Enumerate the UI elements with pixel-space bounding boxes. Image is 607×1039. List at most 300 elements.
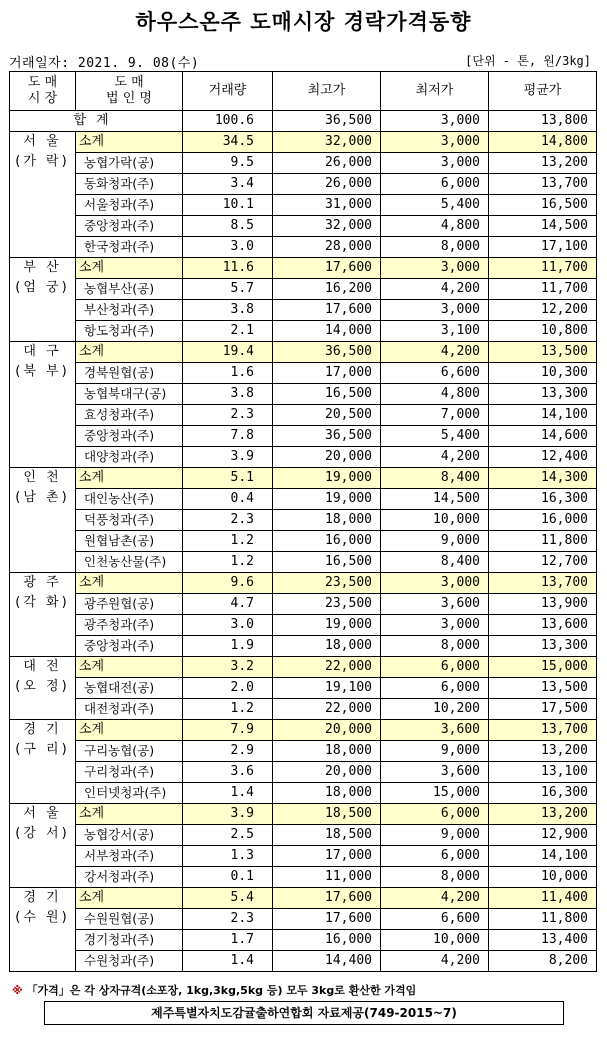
row-min: 3,000 <box>381 300 489 321</box>
row-volume: 3.6 <box>183 762 273 783</box>
table-row <box>10 384 597 405</box>
total-label: 합계 <box>10 111 183 132</box>
corp-name: 강서청과(주) <box>76 867 183 888</box>
row-volume: 0.1 <box>183 867 273 888</box>
row-max: 36,500 <box>273 426 381 447</box>
subtotal-label <box>76 804 183 825</box>
row-avg: 14,100 <box>489 405 597 426</box>
market-name <box>10 258 76 342</box>
row-volume: 2.1 <box>183 321 273 342</box>
row-volume: 1.2 <box>183 531 273 552</box>
row-max: 18,000 <box>273 510 381 531</box>
header-corp-line1: 도 매 <box>114 75 144 90</box>
subtotal-label <box>76 657 183 678</box>
market-name-line2: (엄 궁) <box>15 280 70 295</box>
subtotal-avg: 13,700 <box>489 720 597 741</box>
subtotal-row <box>10 804 597 825</box>
row-avg: 17,500 <box>489 699 597 720</box>
row-max: 16,000 <box>273 531 381 552</box>
row-min: 10,000 <box>381 510 489 531</box>
row-avg: 13,900 <box>489 594 597 615</box>
row-min: 6,000 <box>381 678 489 699</box>
row-avg: 14,600 <box>489 426 597 447</box>
row-max: 17,600 <box>273 909 381 930</box>
table-row <box>10 195 597 216</box>
table-row <box>10 636 597 657</box>
market-name-line2: (강 서) <box>15 826 70 841</box>
row-min: 6,600 <box>381 909 489 930</box>
row-max: 20,500 <box>273 405 381 426</box>
header-volume: 거래량 <box>183 72 273 111</box>
subtotal-label-text: 소계 <box>79 659 105 674</box>
row-volume: 3.8 <box>183 384 273 405</box>
market-name-line2: (북 부) <box>15 364 70 379</box>
row-avg: 14,500 <box>489 216 597 237</box>
trade-date: 거래일자: 2021. 9. 08(수) <box>9 56 200 71</box>
table-row <box>10 279 597 300</box>
subtotal-volume: 11.6 <box>183 258 273 279</box>
market-name-line1: 광 주 <box>23 575 62 590</box>
subtotal-volume: 9.6 <box>183 573 273 594</box>
table-row <box>10 762 597 783</box>
table-row <box>10 510 597 531</box>
row-avg: 13,100 <box>489 762 597 783</box>
total-volume: 100.6 <box>183 111 273 132</box>
corp-name: 대전청과(주) <box>76 699 183 720</box>
table-row <box>10 783 597 804</box>
row-volume: 1.4 <box>183 951 273 972</box>
subtotal-label <box>76 573 183 594</box>
corp-name: 경북원협(공) <box>76 363 183 384</box>
subtotal-label-text: 소계 <box>79 722 105 737</box>
row-volume: 3.8 <box>183 300 273 321</box>
table-row <box>10 594 597 615</box>
market-name-line1: 서 울 <box>23 806 62 821</box>
row-max: 17,000 <box>273 846 381 867</box>
row-max: 17,600 <box>273 300 381 321</box>
row-min: 10,200 <box>381 699 489 720</box>
row-avg: 16,000 <box>489 510 597 531</box>
row-max: 19,000 <box>273 615 381 636</box>
table-row <box>10 699 597 720</box>
total-max: 36,500 <box>273 111 381 132</box>
table-row <box>10 174 597 195</box>
footnote-mark: ※ <box>12 984 23 997</box>
row-avg: 12,900 <box>489 825 597 846</box>
row-max: 18,000 <box>273 783 381 804</box>
market-name-line1: 대 전 <box>23 659 62 674</box>
header-avg: 평균가 <box>489 72 597 111</box>
header-row <box>10 72 597 111</box>
row-volume: 3.4 <box>183 174 273 195</box>
table-row <box>10 531 597 552</box>
row-max: 26,000 <box>273 153 381 174</box>
market-name <box>10 657 76 720</box>
row-volume: 1.6 <box>183 363 273 384</box>
row-volume: 8.5 <box>183 216 273 237</box>
subtotal-volume: 3.2 <box>183 657 273 678</box>
row-volume: 1.4 <box>183 783 273 804</box>
corp-name: 부산청과(주) <box>76 300 183 321</box>
subtotal-min: 3,000 <box>381 132 489 153</box>
corp-name: 수원청과(주) <box>76 951 183 972</box>
unit-label: [단위 - 톤, 원/3kg] <box>465 54 591 68</box>
row-min: 8,000 <box>381 867 489 888</box>
subtotal-avg: 14,300 <box>489 468 597 489</box>
subtotal-max: 18,500 <box>273 804 381 825</box>
row-min: 6,000 <box>381 846 489 867</box>
subtotal-row <box>10 888 597 909</box>
subtotal-min: 3,600 <box>381 720 489 741</box>
row-min: 8,000 <box>381 237 489 258</box>
header-corp <box>76 72 183 111</box>
row-min: 4,200 <box>381 279 489 300</box>
market-name-line2: (남 촌) <box>15 490 70 505</box>
row-avg: 14,100 <box>489 846 597 867</box>
row-volume: 1.7 <box>183 930 273 951</box>
row-avg: 11,800 <box>489 909 597 930</box>
subtotal-label-text: 소계 <box>79 890 105 905</box>
subtotal-row <box>10 720 597 741</box>
row-min: 4,800 <box>381 216 489 237</box>
row-volume: 1.9 <box>183 636 273 657</box>
total-row <box>10 111 597 132</box>
row-min: 7,000 <box>381 405 489 426</box>
table-row <box>10 237 597 258</box>
row-avg: 16,500 <box>489 195 597 216</box>
table-row <box>10 447 597 468</box>
subtotal-row <box>10 468 597 489</box>
row-avg: 12,400 <box>489 447 597 468</box>
row-min: 4,200 <box>381 447 489 468</box>
corp-name: 중앙청과(주) <box>76 636 183 657</box>
subtotal-min: 6,000 <box>381 804 489 825</box>
corp-name: 서울청과(주) <box>76 195 183 216</box>
market-name <box>10 573 76 657</box>
table-row <box>10 321 597 342</box>
table-row <box>10 930 597 951</box>
row-volume: 7.8 <box>183 426 273 447</box>
subtotal-avg: 13,200 <box>489 804 597 825</box>
market-name <box>10 804 76 888</box>
subtotal-min: 6,000 <box>381 657 489 678</box>
corp-name: 동화청과(주) <box>76 174 183 195</box>
corp-name: 효성청과(주) <box>76 405 183 426</box>
row-min: 15,000 <box>381 783 489 804</box>
row-min: 3,000 <box>381 615 489 636</box>
table-row <box>10 153 597 174</box>
market-name-line1: 경 기 <box>23 722 62 737</box>
subtotal-label-text: 소계 <box>79 260 105 275</box>
row-volume: 1.2 <box>183 699 273 720</box>
subtotal-label <box>76 720 183 741</box>
row-min: 9,000 <box>381 741 489 762</box>
row-volume: 2.5 <box>183 825 273 846</box>
row-avg: 13,600 <box>489 615 597 636</box>
row-max: 31,000 <box>273 195 381 216</box>
subtotal-min: 3,000 <box>381 573 489 594</box>
subtotal-label-text: 소계 <box>79 470 105 485</box>
row-avg: 13,700 <box>489 174 597 195</box>
corp-name: 항도청과(주) <box>76 321 183 342</box>
row-min: 4,200 <box>381 951 489 972</box>
subtotal-volume: 5.4 <box>183 888 273 909</box>
subtotal-label <box>76 342 183 363</box>
row-volume: 10.1 <box>183 195 273 216</box>
subtotal-volume: 7.9 <box>183 720 273 741</box>
row-min: 3,600 <box>381 594 489 615</box>
subtotal-avg: 11,400 <box>489 888 597 909</box>
market-name-line1: 서 울 <box>23 134 62 149</box>
header-market-line1: 도 매 <box>27 75 58 90</box>
corp-name: 중앙청과(주) <box>76 426 183 447</box>
corp-name: 중앙청과(주) <box>76 216 183 237</box>
subtotal-volume: 5.1 <box>183 468 273 489</box>
row-avg: 13,300 <box>489 636 597 657</box>
corp-name: 원협남촌(공) <box>76 531 183 552</box>
subtotal-label-text: 소계 <box>79 134 105 149</box>
row-volume: 1.2 <box>183 552 273 573</box>
footnote-text: 「가격」은 각 상자규격(소포장, 1kg,3kg,5kg 등) 모두 3kg로 환산한 가격임 <box>26 984 417 997</box>
subtotal-row <box>10 573 597 594</box>
table-row <box>10 951 597 972</box>
market-name-line2: (수 원) <box>15 910 70 925</box>
corp-name: 덕풍청과(주) <box>76 510 183 531</box>
subtotal-label-text: 소계 <box>79 575 105 590</box>
corp-name: 인터넷청과(주) <box>76 783 183 804</box>
market-name <box>10 468 76 573</box>
row-volume: 0.4 <box>183 489 273 510</box>
row-max: 23,500 <box>273 594 381 615</box>
table-row <box>10 552 597 573</box>
subtotal-min: 3,000 <box>381 258 489 279</box>
row-max: 20,000 <box>273 762 381 783</box>
row-volume: 1.3 <box>183 846 273 867</box>
row-max: 28,000 <box>273 237 381 258</box>
row-max: 18,500 <box>273 825 381 846</box>
subtotal-label <box>76 888 183 909</box>
row-volume: 5.7 <box>183 279 273 300</box>
corp-name: 농협가락(공) <box>76 153 183 174</box>
row-max: 16,500 <box>273 384 381 405</box>
subtotal-avg: 13,700 <box>489 573 597 594</box>
row-min: 4,800 <box>381 384 489 405</box>
table-row <box>10 867 597 888</box>
subtotal-avg: 13,500 <box>489 342 597 363</box>
market-name-line1: 경 기 <box>23 890 62 905</box>
subtotal-min: 4,200 <box>381 342 489 363</box>
subtotal-max: 22,000 <box>273 657 381 678</box>
row-volume: 2.3 <box>183 510 273 531</box>
row-avg: 8,200 <box>489 951 597 972</box>
row-max: 32,000 <box>273 216 381 237</box>
row-min: 14,500 <box>381 489 489 510</box>
row-volume: 2.3 <box>183 909 273 930</box>
market-name <box>10 888 76 972</box>
row-max: 19,000 <box>273 489 381 510</box>
subtotal-max: 32,000 <box>273 132 381 153</box>
row-max: 19,100 <box>273 678 381 699</box>
source-box: 제주특별자치도감귤출하연합회 자료제공(749-2015~7) <box>44 1001 564 1025</box>
row-avg: 12,700 <box>489 552 597 573</box>
row-volume: 9.5 <box>183 153 273 174</box>
row-avg: 16,300 <box>489 489 597 510</box>
table-row <box>10 300 597 321</box>
row-max: 17,000 <box>273 363 381 384</box>
row-max: 16,200 <box>273 279 381 300</box>
market-name-line2: (구 리) <box>15 742 70 757</box>
table-row <box>10 426 597 447</box>
row-avg: 13,500 <box>489 678 597 699</box>
row-max: 26,000 <box>273 174 381 195</box>
table-row <box>10 741 597 762</box>
row-max: 18,000 <box>273 741 381 762</box>
subtotal-max: 17,600 <box>273 888 381 909</box>
row-volume: 4.7 <box>183 594 273 615</box>
table-row <box>10 825 597 846</box>
row-volume: 3.0 <box>183 615 273 636</box>
table-row <box>10 909 597 930</box>
row-max: 22,000 <box>273 699 381 720</box>
row-min: 3,000 <box>381 153 489 174</box>
market-name-line1: 인 천 <box>23 470 62 485</box>
row-min: 9,000 <box>381 825 489 846</box>
subtotal-row <box>10 258 597 279</box>
header-max: 최고가 <box>273 72 381 111</box>
row-max: 20,000 <box>273 447 381 468</box>
subtotal-max: 23,500 <box>273 573 381 594</box>
subtotal-max: 36,500 <box>273 342 381 363</box>
corp-name: 농협북대구(공) <box>76 384 183 405</box>
row-avg: 12,200 <box>489 300 597 321</box>
total-min: 3,000 <box>381 111 489 132</box>
corp-name: 농협강서(공) <box>76 825 183 846</box>
table-row <box>10 216 597 237</box>
row-max: 14,400 <box>273 951 381 972</box>
row-min: 3,600 <box>381 762 489 783</box>
subtotal-max: 17,600 <box>273 258 381 279</box>
row-min: 6,000 <box>381 174 489 195</box>
subtotal-avg: 14,800 <box>489 132 597 153</box>
row-avg: 16,300 <box>489 783 597 804</box>
row-avg: 13,400 <box>489 930 597 951</box>
row-avg: 13,300 <box>489 384 597 405</box>
market-name-line1: 대 구 <box>23 344 62 359</box>
table-row <box>10 489 597 510</box>
table-row <box>10 615 597 636</box>
subtotal-label <box>76 468 183 489</box>
corp-name: 대인농산(주) <box>76 489 183 510</box>
row-min: 6,600 <box>381 363 489 384</box>
subtotal-avg: 11,700 <box>489 258 597 279</box>
row-min: 10,000 <box>381 930 489 951</box>
row-max: 11,000 <box>273 867 381 888</box>
corp-name: 서부청과(주) <box>76 846 183 867</box>
corp-name: 농협대전(공) <box>76 678 183 699</box>
header-min: 최저가 <box>381 72 489 111</box>
subtotal-label-text: 소계 <box>79 806 105 821</box>
subtotal-volume: 19.4 <box>183 342 273 363</box>
row-volume: 2.0 <box>183 678 273 699</box>
corp-name: 농협부산(공) <box>76 279 183 300</box>
table-row <box>10 846 597 867</box>
corp-name: 구리청과(주) <box>76 762 183 783</box>
footnote <box>12 982 416 998</box>
subtotal-min: 4,200 <box>381 888 489 909</box>
row-max: 14,000 <box>273 321 381 342</box>
row-avg: 13,200 <box>489 153 597 174</box>
header-market <box>10 72 76 111</box>
row-avg: 13,200 <box>489 741 597 762</box>
row-min: 9,000 <box>381 531 489 552</box>
market-name <box>10 342 76 468</box>
row-volume: 3.0 <box>183 237 273 258</box>
row-avg: 17,100 <box>489 237 597 258</box>
row-min: 5,400 <box>381 426 489 447</box>
row-min: 8,000 <box>381 636 489 657</box>
market-name-line2: (각 화) <box>15 595 70 610</box>
total-avg: 13,800 <box>489 111 597 132</box>
row-max: 16,000 <box>273 930 381 951</box>
row-avg: 10,000 <box>489 867 597 888</box>
row-max: 18,000 <box>273 636 381 657</box>
corp-name: 경기청과(주) <box>76 930 183 951</box>
row-volume: 3.9 <box>183 447 273 468</box>
row-min: 8,400 <box>381 552 489 573</box>
page-title: 하우스온주 도매시장 경락가격동향 <box>135 10 472 34</box>
row-avg: 11,800 <box>489 531 597 552</box>
row-avg: 10,800 <box>489 321 597 342</box>
row-min: 3,100 <box>381 321 489 342</box>
subtotal-max: 20,000 <box>273 720 381 741</box>
corp-name: 구리농협(공) <box>76 741 183 762</box>
subtotal-avg: 15,000 <box>489 657 597 678</box>
row-avg: 11,700 <box>489 279 597 300</box>
market-name-line2: (가 락) <box>15 154 70 169</box>
subtotal-row <box>10 342 597 363</box>
subtotal-label <box>76 132 183 153</box>
corp-name: 수원원협(공) <box>76 909 183 930</box>
row-volume: 2.9 <box>183 741 273 762</box>
header-market-line2: 시 장 <box>27 91 58 106</box>
table-row <box>10 678 597 699</box>
market-name <box>10 132 76 258</box>
market-name-line2: (오 정) <box>15 679 70 694</box>
subtotal-label <box>76 258 183 279</box>
row-max: 16,500 <box>273 552 381 573</box>
market-name <box>10 720 76 804</box>
market-name-line1: 부 산 <box>23 260 62 275</box>
corp-name: 광주원협(공) <box>76 594 183 615</box>
table-row <box>10 363 597 384</box>
corp-name: 한국청과(주) <box>76 237 183 258</box>
row-volume: 2.3 <box>183 405 273 426</box>
row-min: 5,400 <box>381 195 489 216</box>
subtotal-row <box>10 657 597 678</box>
subtotal-min: 8,400 <box>381 468 489 489</box>
corp-name: 인천농산물(주) <box>76 552 183 573</box>
corp-name: 대양청과(주) <box>76 447 183 468</box>
subtotal-label-text: 소계 <box>79 344 105 359</box>
subtotal-max: 19,000 <box>273 468 381 489</box>
price-table <box>9 71 597 972</box>
subtotal-volume: 3.9 <box>183 804 273 825</box>
subtotal-volume: 34.5 <box>183 132 273 153</box>
row-avg: 10,300 <box>489 363 597 384</box>
table-row <box>10 405 597 426</box>
header-corp-line2: 법 인 명 <box>106 91 152 106</box>
subtotal-row <box>10 132 597 153</box>
